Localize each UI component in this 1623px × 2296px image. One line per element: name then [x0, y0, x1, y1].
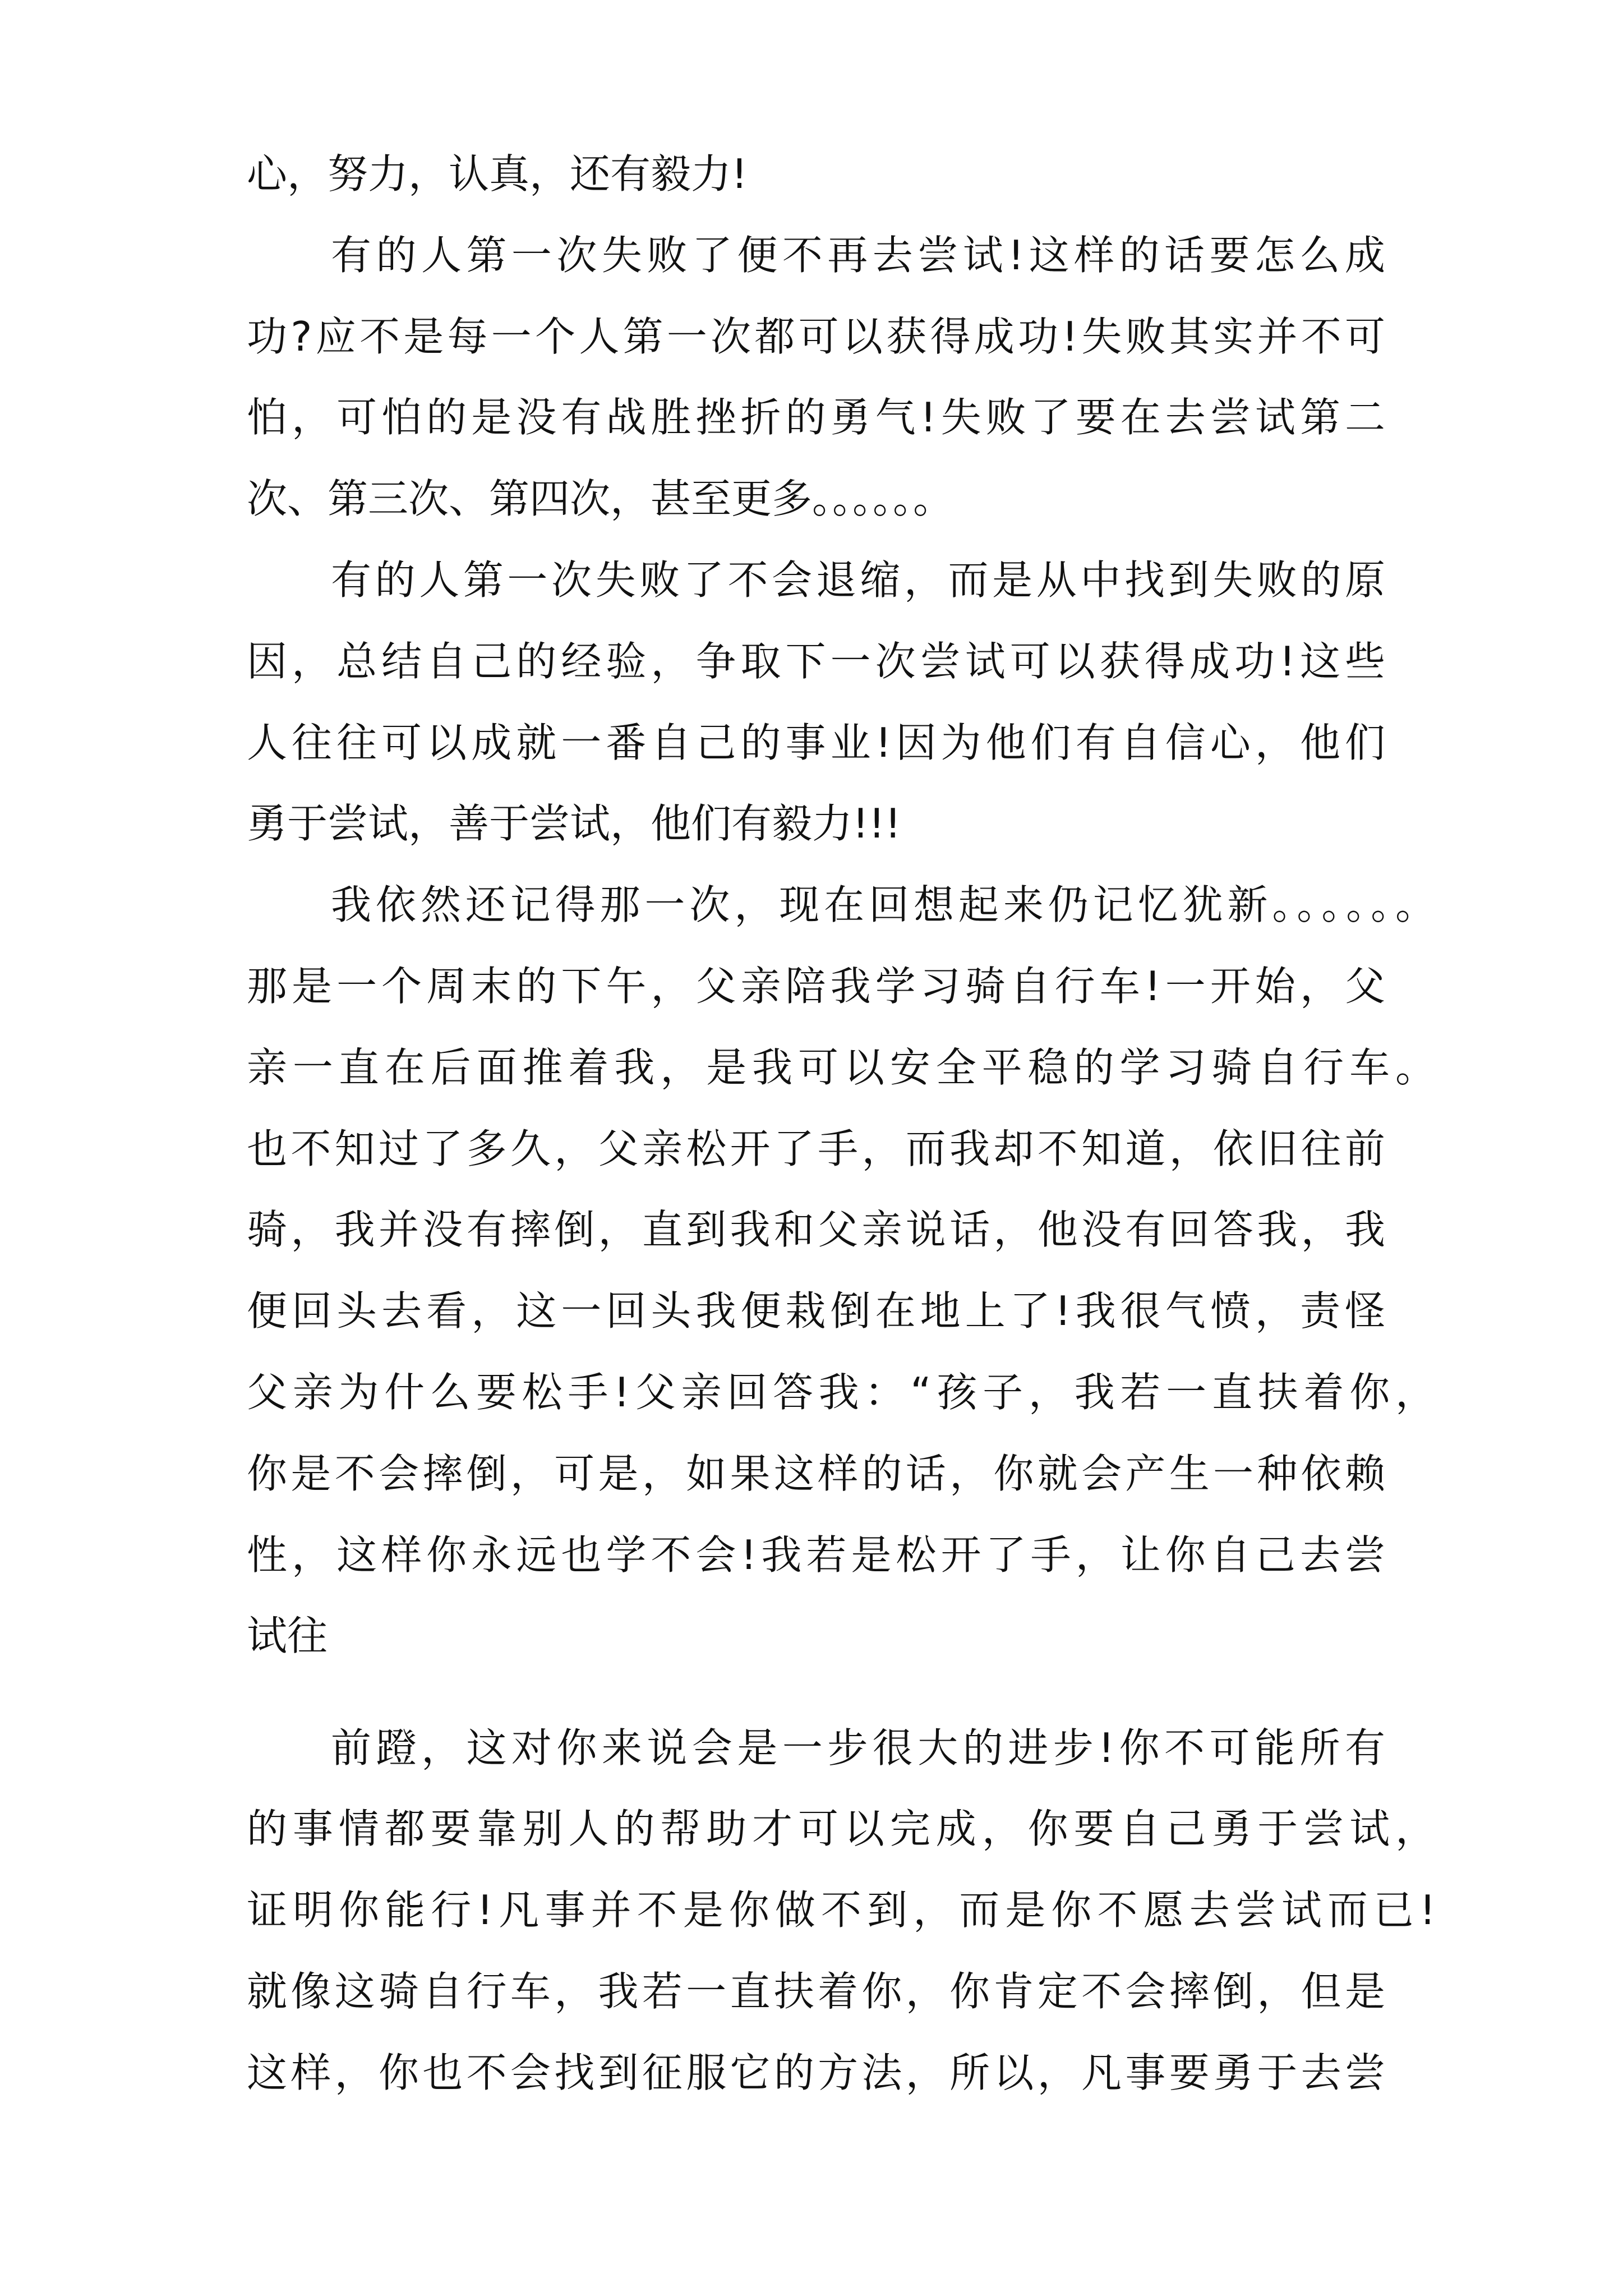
text-line: 这样，你也不会找到征服它的方法，所以，凡事要勇于去尝 — [247, 2049, 1385, 2096]
text-line: 的事情都要靠别人的帮助才可以完成，你要自己勇于尝试， — [247, 1805, 1436, 1852]
text-line: 功?应不是每一个人第一次都可以获得成功!失败其实并不可 — [247, 313, 1385, 360]
text-line: 前蹬，这对你来说会是一步很大的进步!你不可能所有 — [331, 1724, 1385, 1772]
text-line: 就像这骑自行车，我若一直扶着你，你肯定不会摔倒，但是 — [247, 1968, 1385, 2015]
text-line: 因，总结自己的经验，争取下一次尝试可以获得成功!这些 — [247, 638, 1385, 685]
text-line: 有的人第一次失败了不会退缩，而是从中找到失败的原 — [331, 556, 1385, 604]
text-line: 也不知过了多久，父亲松开了手，而我却不知道，依旧往前 — [247, 1125, 1385, 1172]
text-line: 便回头去看，这一回头我便栽倒在地上了!我很气愤，责怪 — [247, 1287, 1385, 1335]
text-line: 勇于尝试，善于尝试，他们有毅力!!! — [247, 800, 901, 847]
text-line: 你是不会摔倒，可是，如果这样的话，你就会产生一种依赖 — [247, 1450, 1385, 1497]
text-line: 父亲为什么要松手!父亲回答我：“孩子，我若一直扶着你， — [247, 1369, 1436, 1416]
text-line: 试往 — [247, 1612, 328, 1659]
text-line: 人往往可以成就一番自己的事业!因为他们有自信心，他们 — [247, 719, 1385, 766]
text-line: 性，这样你永远也学不会!我若是松开了手，让你自己去尝 — [247, 1531, 1385, 1579]
text-line: 亲一直在后面推着我，是我可以安全平稳的学习骑自行车。 — [247, 1044, 1436, 1091]
text-line: 怕，可怕的是没有战胜挫折的勇气!失败了要在去尝试第二 — [247, 394, 1385, 441]
text-line: 那是一个周末的下午，父亲陪我学习骑自行车!一开始，父 — [247, 963, 1385, 1010]
text-line: 次、第三次、第四次，甚至更多。。。。。。 — [247, 475, 954, 522]
text-line: 我依然还记得那一次，现在回想起来仍记忆犹新。。。。。。 — [331, 881, 1436, 928]
text-line: 骑，我并没有摔倒，直到我和父亲说话，他没有回答我，我 — [247, 1206, 1385, 1253]
text-line: 证明你能行!凡事并不是你做不到，而是你不愿去尝试而已! — [247, 1887, 1436, 1934]
text-line: 有的人第一次失败了便不再去尝试!这样的话要怎么成 — [331, 232, 1385, 279]
text-line: 心，努力，认真，还有毅力! — [247, 150, 748, 197]
